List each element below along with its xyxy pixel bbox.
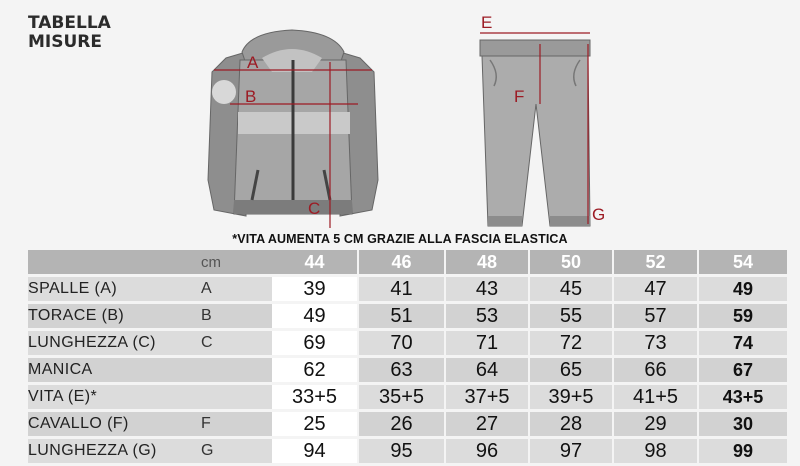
- table-cell: 35+5: [357, 385, 444, 409]
- row-label: LUNGHEZZA (G): [28, 439, 201, 463]
- size-header-46: 46: [357, 250, 444, 274]
- row-code: B: [201, 304, 272, 328]
- pants-label-f: F: [514, 87, 525, 106]
- table-cell: 49: [272, 304, 357, 328]
- table-cell: 96: [444, 439, 528, 463]
- table-cell: 26: [357, 412, 444, 436]
- table-cell: 49: [697, 277, 787, 301]
- row-label: VITA (E)*: [28, 385, 201, 409]
- table-cell: 65: [528, 358, 612, 382]
- table-cell: 41: [357, 277, 444, 301]
- table-row-torace: [28, 304, 787, 328]
- table-cell: 97: [528, 439, 612, 463]
- unit-label: cm: [201, 250, 272, 274]
- table-cell: 71: [444, 331, 528, 355]
- size-header-48: 48: [444, 250, 528, 274]
- row-label: LUNGHEZZA (C): [28, 331, 201, 355]
- table-cell: 95: [357, 439, 444, 463]
- table-cell: 98: [612, 439, 697, 463]
- table-cell: 30: [697, 412, 787, 436]
- title-line-1: TABELLA: [28, 13, 111, 33]
- size-header-row: [28, 250, 787, 274]
- table-cell: 63: [357, 358, 444, 382]
- table-row-vita: [28, 385, 787, 409]
- table-cell: 29: [612, 412, 697, 436]
- size-header-52: 52: [612, 250, 697, 274]
- size-header-44: 44: [272, 250, 357, 274]
- table-cell: 53: [444, 304, 528, 328]
- table-cell: 39: [272, 277, 357, 301]
- row-code: [201, 385, 272, 409]
- table-cell: 69: [272, 331, 357, 355]
- row-code: F: [201, 412, 272, 436]
- row-label: MANICA: [28, 358, 201, 382]
- jacket-label-b: B: [245, 87, 257, 106]
- size-header-54: 54: [697, 250, 787, 274]
- jacket-label-c: C: [308, 199, 321, 218]
- table-cell: 39+5: [528, 385, 612, 409]
- row-label: TORACE (B): [28, 304, 201, 328]
- table-cell: 57: [612, 304, 697, 328]
- table-cell: 74: [697, 331, 787, 355]
- pants-label-e: E: [481, 13, 493, 32]
- table-row-lunghezza-g: [28, 439, 787, 463]
- table-cell: 45: [528, 277, 612, 301]
- table-row-spalle: [28, 277, 787, 301]
- table-row-manica: [28, 358, 787, 382]
- table-cell: 64: [444, 358, 528, 382]
- table-cell: 73: [612, 331, 697, 355]
- row-code: C: [201, 331, 272, 355]
- table-cell: 51: [357, 304, 444, 328]
- row-label: SPALLE (A): [28, 277, 201, 301]
- table-cell: 28: [528, 412, 612, 436]
- header-spacer: [28, 250, 201, 274]
- jacket-illustration: [208, 30, 378, 228]
- table-cell: 62: [272, 358, 357, 382]
- garment-illustration: [0, 0, 800, 232]
- table-row-cavallo: [28, 412, 787, 436]
- table-cell: 66: [612, 358, 697, 382]
- table-cell: 72: [528, 331, 612, 355]
- table-cell: 59: [697, 304, 787, 328]
- table-cell: 27: [444, 412, 528, 436]
- table-cell: 41+5: [612, 385, 697, 409]
- size-header-50: 50: [528, 250, 612, 274]
- title-line-2: MISURE: [28, 32, 102, 52]
- row-code: [201, 358, 272, 382]
- table-cell: 43: [444, 277, 528, 301]
- row-code: G: [201, 439, 272, 463]
- pants-label-g: G: [592, 205, 606, 224]
- table-cell: 94: [272, 439, 357, 463]
- row-label: CAVALLO (F): [28, 412, 201, 436]
- table-cell: 25: [272, 412, 357, 436]
- table-cell: 70: [357, 331, 444, 355]
- table-cell: 55: [528, 304, 612, 328]
- table-cell: 33+5: [272, 385, 357, 409]
- size-table: [28, 247, 787, 466]
- table-cell: 99: [697, 439, 787, 463]
- row-code: A: [201, 277, 272, 301]
- table-row-lunghezza-c: [28, 331, 787, 355]
- table-cell: 37+5: [444, 385, 528, 409]
- table-cell: 43+5: [697, 385, 787, 409]
- table-cell: 47: [612, 277, 697, 301]
- table-cell: 67: [697, 358, 787, 382]
- elastic-waist-note: *VITA AUMENTA 5 CM GRAZIE ALLA FASCIA ELASTICA: [232, 232, 568, 246]
- pants-illustration: [480, 13, 605, 226]
- jacket-label-a: A: [247, 53, 259, 72]
